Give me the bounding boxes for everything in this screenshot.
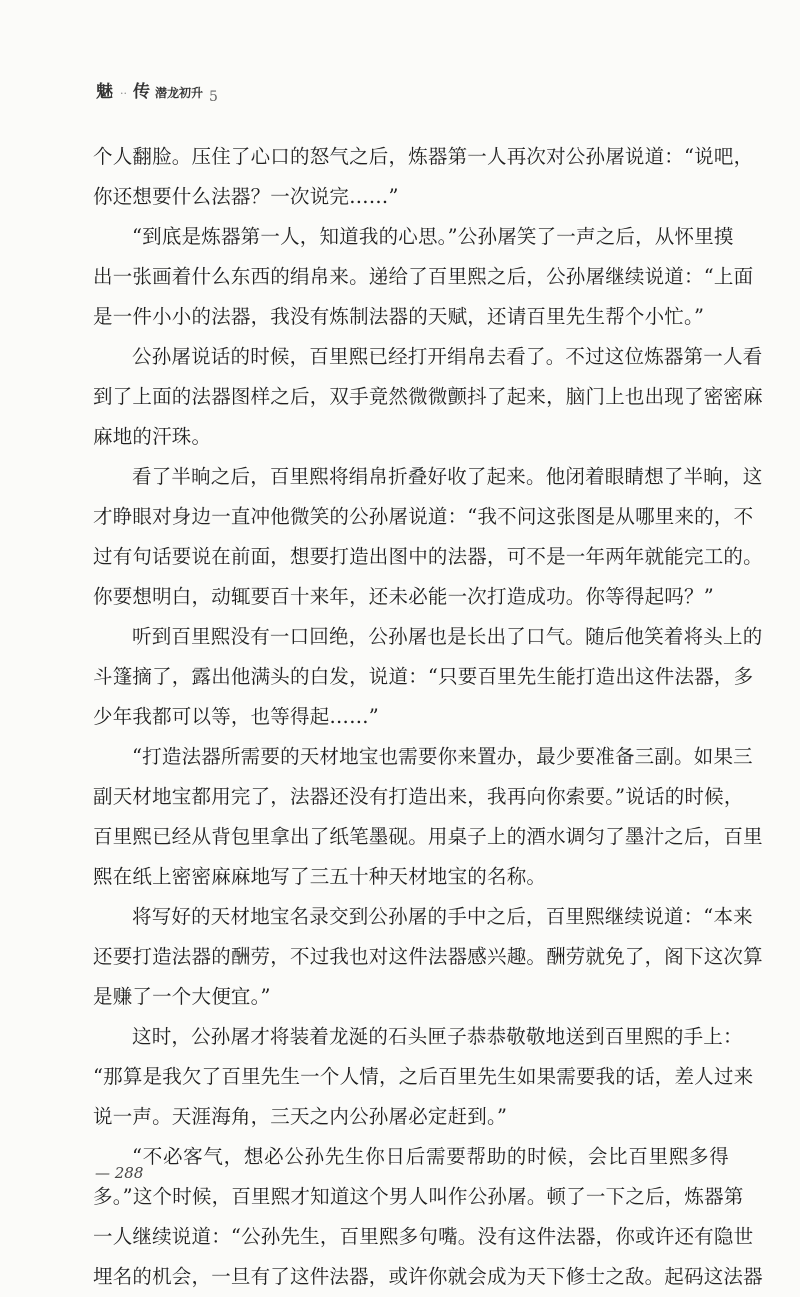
text-line: “不必客气，想必公孙先生你日后需要帮助的时候，会比百里熙多得 — [132, 1145, 729, 1168]
text-line: 埋名的机会，一旦有了这件法器，或许你就会成为天下修士之敌。起码这法器 — [93, 1265, 763, 1288]
text-line: 个人翻脸。压住了心口的怒气之后，炼器第一人再次对公孙屠说道：“说吧， — [93, 145, 754, 168]
text-line: 才睁眼对身边一直冲他微笑的公孙屠说道：“我不问这张图是从哪里来的，不 — [93, 505, 754, 528]
text-line: 多。”这个时候，百里熙才知道这个男人叫作公孙屠。顿了一下之后，炼器第 — [93, 1185, 744, 1208]
text-line: 斗篷摘了，露出他满头的白发，说道：“只要百里先生能打造出这件法器，多 — [93, 665, 754, 688]
text-line: 听到百里熙没有一口回绝，公孙屠也是长出了口气。随后他笑着将头上的 — [132, 625, 763, 648]
text-line: 是赚了一个大便宜。” — [93, 985, 271, 1008]
body-text — [93, 137, 763, 1297]
text-line: 你还想要什么法器？一次说完……” — [93, 185, 399, 208]
text-line: 公孙屠说话的时候，百里熙已经打开绢帛去看了。不过这位炼器第一人看 — [132, 345, 763, 368]
header-mark: 5 — [209, 89, 218, 105]
page-number: — 288 — [95, 1164, 144, 1182]
text-line: 出一张画着什么东西的绢帛来。递给了百里熙之后，公孙屠继续说道：“上面 — [93, 265, 754, 288]
text-line: “那算是我欠了百里先生一个人情，之后百里先生如果需要我的话，差人过来 — [93, 1065, 754, 1088]
header-title-char-2: 传 — [133, 82, 151, 102]
running-header — [96, 72, 218, 105]
text-line: 将写好的天材地宝名录交到公孙屠的手中之后，百里熙继续说道：“本来 — [132, 905, 753, 928]
text-line: 到了上面的法器图样之后，双手竟然微微颤抖了起来，脑门上也出现了密密麻 — [93, 385, 763, 408]
text-line: 百里熙已经从背包里拿出了纸笔墨砚。用桌子上的酒水调匀了墨汁之后，百里 — [93, 825, 763, 848]
text-line: 这时，公孙屠才将装着龙涎的石头匣子恭恭敬敬地送到百里熙的手上： — [132, 1025, 743, 1048]
text-line: 看了半晌之后，百里熙将绢帛折叠好收了起来。他闭着眼睛想了半晌，这 — [132, 465, 763, 488]
text-line: “打造法器所需要的天材地宝也需要你来置办，最少要准备三副。如果三 — [132, 745, 753, 768]
text-line: “到底是炼器第一人，知道我的心思。”公孙屠笑了一声之后，从怀里摸 — [132, 225, 734, 248]
header-ornament: ·· — [120, 87, 127, 100]
text-line: 过有句话要说在前面，想要打造出图中的法器，可不是一年两年就能完工的。 — [93, 545, 763, 568]
header-title-char-1: 魅 — [96, 82, 114, 102]
text-line: 你要想明白，动辄要百十来年，还未必能一次打造成功。你等得起吗？” — [93, 585, 714, 608]
text-line: 说一声。天涯海角，三天之内公孙屠必定赶到。” — [93, 1105, 508, 1128]
text-line: 少年我都可以等，也等得起……” — [93, 705, 379, 728]
text-line: 还要打造法器的酬劳，不过我也对这件法器感兴趣。酬劳就免了，阁下这次算 — [93, 945, 763, 968]
text-line: 熙在纸上密密麻麻地写了三五十种天材地宝的名称。 — [93, 865, 547, 888]
text-line: 是一件小小的法器，我没有炼制法器的天赋，还请百里先生帮个小忙。” — [93, 305, 705, 328]
text-line: 麻地的汗珠。 — [93, 425, 212, 448]
header-subtitle: 潜龙初升 — [155, 86, 204, 100]
text-line: 一人继续说道：“公孙先生，百里熙多句嘴。没有这件法器，你或许还有隐世 — [93, 1225, 754, 1248]
text-line: 副天材地宝都用完了，法器还没有打造出来，我再向你索要。”说话的时候， — [93, 785, 744, 808]
